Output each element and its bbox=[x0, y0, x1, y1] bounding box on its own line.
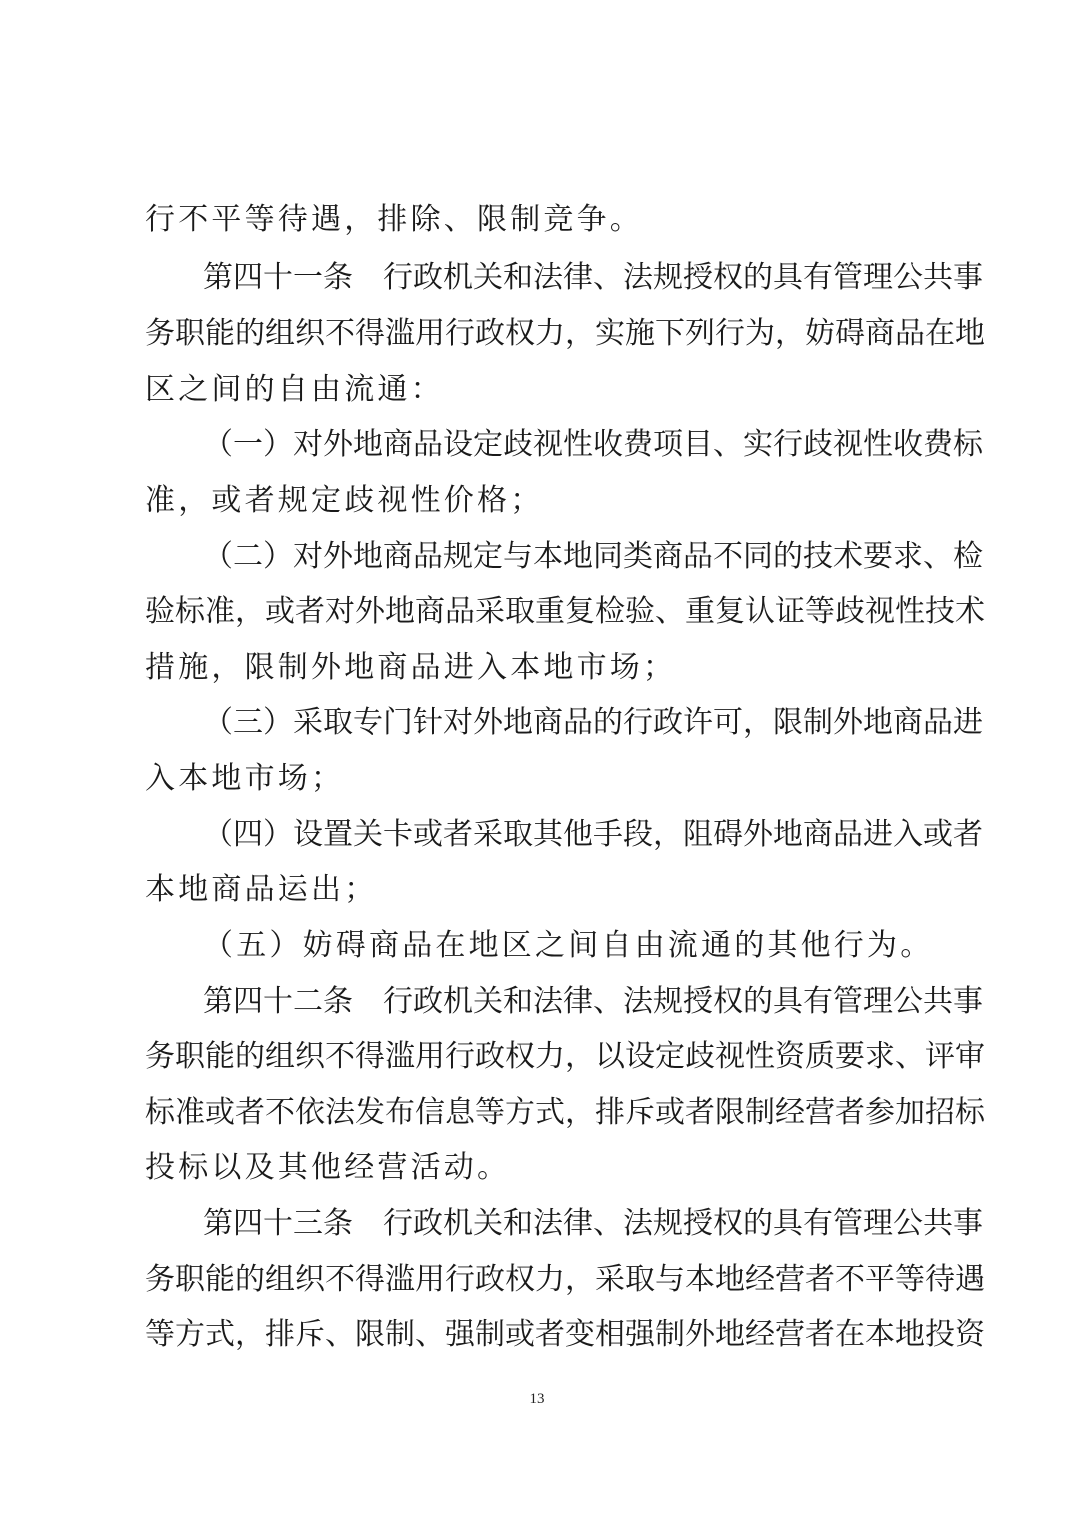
article-41-heading-line: 第四十一条 行政机关和法律、法规授权的具有管理公共事 bbox=[203, 260, 983, 295]
text-line: 等方式，排斥、限制、强制或者变相强制外地经营者在本地投资 bbox=[145, 1317, 985, 1352]
text-line: 本地商品运出； bbox=[145, 872, 378, 907]
text-line: 投标以及其他经营活动。 bbox=[145, 1150, 511, 1185]
text-line: 务职能的组织不得滥用行政权力，实施下列行为，妨碍商品在地 bbox=[145, 316, 985, 351]
article-43-heading-line: 第四十三条 行政机关和法律、法规授权的具有管理公共事 bbox=[203, 1206, 983, 1241]
list-item-2-line: （二）对外地商品规定与本地同类商品不同的技术要求、检 bbox=[203, 539, 983, 574]
text-line: 措施，限制外地商品进入本地市场； bbox=[145, 650, 677, 685]
text-line: 行不平等待遇，排除、限制竞争。 bbox=[145, 202, 643, 237]
text-line: 标准或者不依法发布信息等方式，排斥或者限制经营者参加招标 bbox=[145, 1095, 985, 1130]
list-item-5-line: （五）妨碍商品在地区之间自由流通的其他行为。 bbox=[203, 928, 934, 963]
text-line: 务职能的组织不得滥用行政权力，采取与本地经营者不平等待遇 bbox=[145, 1262, 985, 1297]
text-line: 区之间的自由流通： bbox=[145, 372, 444, 407]
list-item-3-line: （三）采取专门针对外地商品的行政许可，限制外地商品进 bbox=[203, 705, 983, 740]
text-line: 验标准，或者对外地商品采取重复检验、重复认证等歧视性技术 bbox=[145, 594, 985, 629]
page-number: 13 bbox=[529, 1391, 545, 1407]
text-line: 准，或者规定歧视性价格； bbox=[145, 483, 544, 518]
text-line: 入本地市场； bbox=[145, 761, 345, 796]
article-42-heading-line: 第四十二条 行政机关和法律、法规授权的具有管理公共事 bbox=[203, 984, 983, 1019]
text-line: 务职能的组织不得滥用行政权力，以设定歧视性资质要求、评审 bbox=[145, 1039, 985, 1074]
list-item-4-line: （四）设置关卡或者采取其他手段，阻碍外地商品进入或者 bbox=[203, 817, 983, 852]
list-item-1-line: （一）对外地商品设定歧视性收费项目、实行歧视性收费标 bbox=[203, 427, 983, 462]
